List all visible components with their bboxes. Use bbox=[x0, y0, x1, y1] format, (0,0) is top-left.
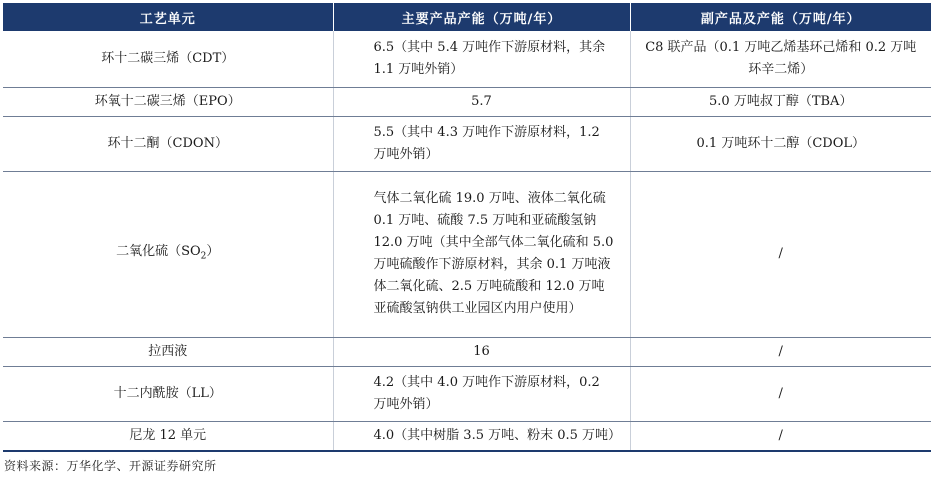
cell-by: C8 联产品（0.1 万吨乙烯基环己烯和 0.2 万吨环辛二烯） bbox=[630, 31, 931, 87]
header-by-product: 副产品及产能（万吨/年） bbox=[630, 3, 931, 31]
cell-by: / bbox=[630, 171, 931, 337]
cell-main: 气体二氧化硫 19.0 万吨、液体二氧化硫 0.1 万吨、硫酸 7.5 万吨和亚硫酸氢钠 12.0 万吨（其中全部气体二氧化硫和 5.0 万吨硫酸作下游原材料，其余 0.1 万吨液体二氧化硫、2.5 万吨硫酸和 12.0 万吨亚硫酸氢钠供工业园区内用户使用） bbox=[333, 171, 630, 337]
cell-main: 6.5（其中 5.4 万吨作下游原材料，其余 1.1 万吨外销） bbox=[333, 31, 630, 87]
cell-unit: 十二内酰胺（LL） bbox=[3, 366, 333, 421]
table-row bbox=[3, 31, 931, 87]
cell-main: 4.0（其中树脂 3.5 万吨、粉末 0.5 万吨） bbox=[333, 421, 630, 451]
cell-unit: 环十二碳三烯（CDT） bbox=[3, 31, 333, 87]
capacity-table bbox=[3, 3, 931, 452]
table-row bbox=[3, 421, 931, 451]
cell-main: 5.7 bbox=[333, 87, 630, 116]
table-row bbox=[3, 366, 931, 421]
table-row bbox=[3, 87, 931, 116]
unit-text: 二氧化硫（SO bbox=[116, 243, 201, 259]
cell-by: 5.0 万吨叔丁醇（TBA） bbox=[630, 87, 931, 116]
cell-by: 0.1 万吨环十二醇（CDOL） bbox=[630, 116, 931, 171]
header-process-unit: 工艺单元 bbox=[3, 3, 333, 31]
cell-by: / bbox=[630, 366, 931, 421]
cell-main: 5.5（其中 4.3 万吨作下游原材料，1.2 万吨外销） bbox=[333, 116, 630, 171]
table-row bbox=[3, 171, 931, 337]
header-main-product: 主要产品产能（万吨/年） bbox=[333, 3, 630, 31]
table-header-row bbox=[3, 3, 931, 31]
cell-unit bbox=[3, 171, 333, 337]
cell-by: / bbox=[630, 421, 931, 451]
cell-by: / bbox=[630, 337, 931, 366]
cell-unit: 拉西液 bbox=[3, 337, 333, 366]
unit-subscript: 2 bbox=[200, 251, 207, 262]
table-row bbox=[3, 116, 931, 171]
cell-main: 4.2（其中 4.0 万吨作下游原材料，0.2 万吨外销） bbox=[333, 366, 630, 421]
cell-unit: 尼龙 12 单元 bbox=[3, 421, 333, 451]
unit-text-end: ） bbox=[206, 243, 220, 259]
cell-main: 16 bbox=[333, 337, 630, 366]
cell-unit: 环十二酮（CDON） bbox=[3, 116, 333, 171]
cell-unit: 环氧十二碳三烯（EPO） bbox=[3, 87, 333, 116]
table-row bbox=[3, 337, 931, 366]
source-note: 资料来源：万华化学、开源证券研究所 bbox=[4, 459, 217, 473]
